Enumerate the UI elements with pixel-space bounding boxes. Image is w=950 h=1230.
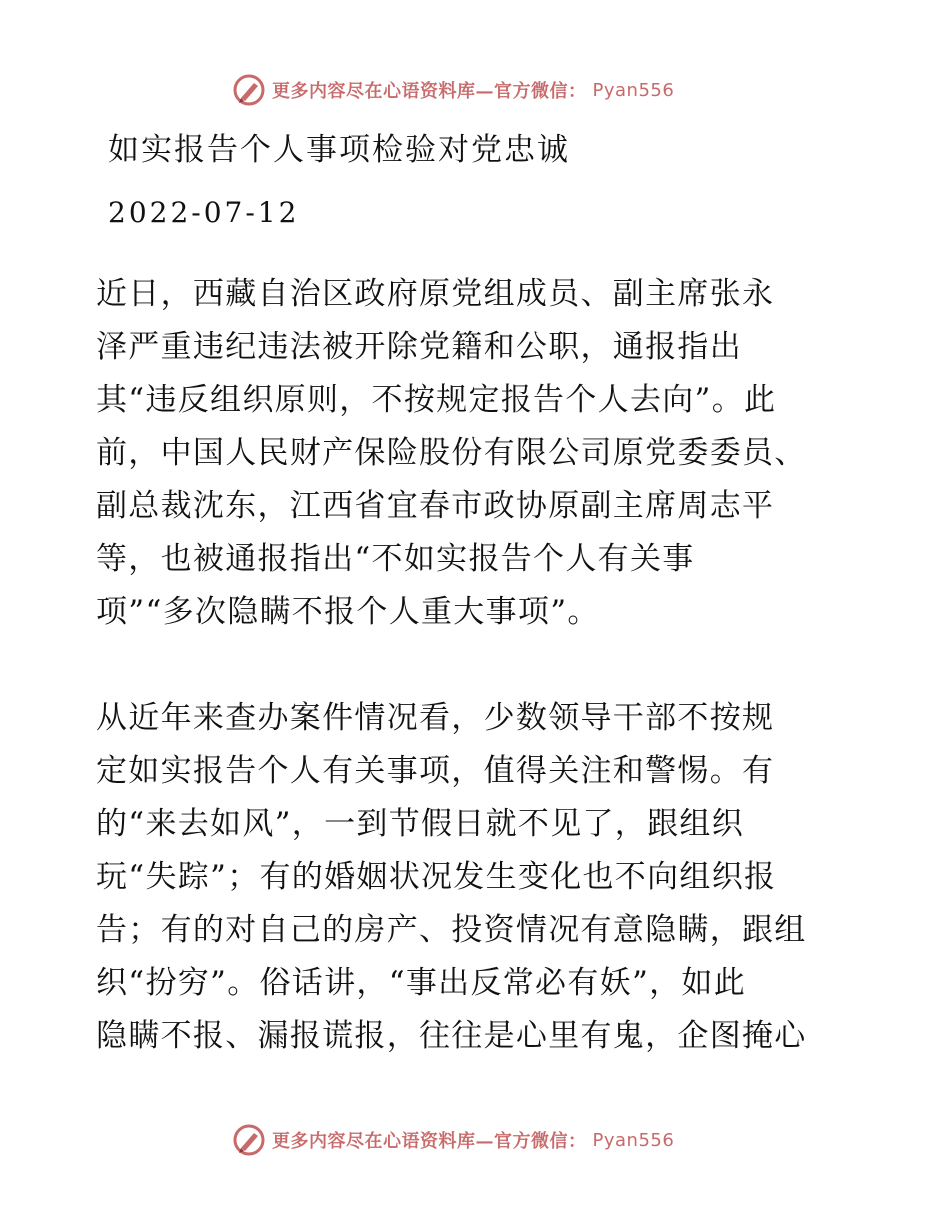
pen-logo-icon bbox=[232, 73, 266, 107]
paragraph-line: 定如实报告个人有关事项，值得关注和警惕。有 bbox=[96, 753, 775, 789]
paragraph-line: 副总裁沈东，江西省宜春市政协原副主席周志平 bbox=[96, 488, 775, 524]
article-paragraph-2 bbox=[96, 692, 856, 1063]
header-banner-text: 更多内容尽在心语资料库—官方微信： bbox=[272, 81, 587, 102]
paragraph-line: 织“扮穷”。俗话讲，“事出反常必有妖”，如此 bbox=[96, 965, 746, 1001]
header-watermark-banner bbox=[232, 72, 752, 108]
footer-banner-text: 更多内容尽在心语资料库—官方微信： bbox=[272, 1131, 587, 1152]
header-banner-wechat-id: Pyan556 bbox=[592, 79, 675, 101]
paragraph-line: 等，也被通报指出“不如实报告个人有关事 bbox=[96, 541, 695, 577]
article-date: 2022-07-12 bbox=[108, 196, 300, 229]
footer-watermark-banner bbox=[232, 1122, 752, 1158]
paragraph-line: 隐瞒不报、漏报谎报，往往是心里有鬼，企图掩心 bbox=[96, 1018, 807, 1054]
article-paragraph-1 bbox=[96, 268, 856, 639]
paragraph-line: 的“来去如风”，一到节假日就不见了，跟组织 bbox=[96, 806, 744, 842]
paragraph-line: 从近年来查办案件情况看，少数领导干部不按规 bbox=[96, 700, 775, 736]
article-title: 如实报告个人事项检验对党忠诚 bbox=[108, 132, 570, 168]
paragraph-line: 泽严重违纪违法被开除党籍和公职，通报指出 bbox=[96, 329, 742, 365]
paragraph-line: 其“违反组织原则，不按规定报告个人去向”。此 bbox=[96, 382, 777, 418]
pen-logo-icon bbox=[232, 1123, 266, 1157]
paragraph-line: 项”“多次隐瞒不报个人重大事项”。 bbox=[96, 594, 600, 630]
paragraph-line: 告；有的对自己的房产、投资情况有意隐瞒，跟组 bbox=[96, 912, 807, 948]
paragraph-line: 前，中国人民财产保险股份有限公司原党委委员、 bbox=[96, 435, 807, 471]
footer-banner-wechat-id: Pyan556 bbox=[592, 1129, 675, 1151]
paragraph-line: 玩“失踪”；有的婚姻状况发生变化也不向组织报 bbox=[96, 859, 777, 895]
paragraph-line: 近日，西藏自治区政府原党组成员、副主席张永 bbox=[96, 276, 775, 312]
